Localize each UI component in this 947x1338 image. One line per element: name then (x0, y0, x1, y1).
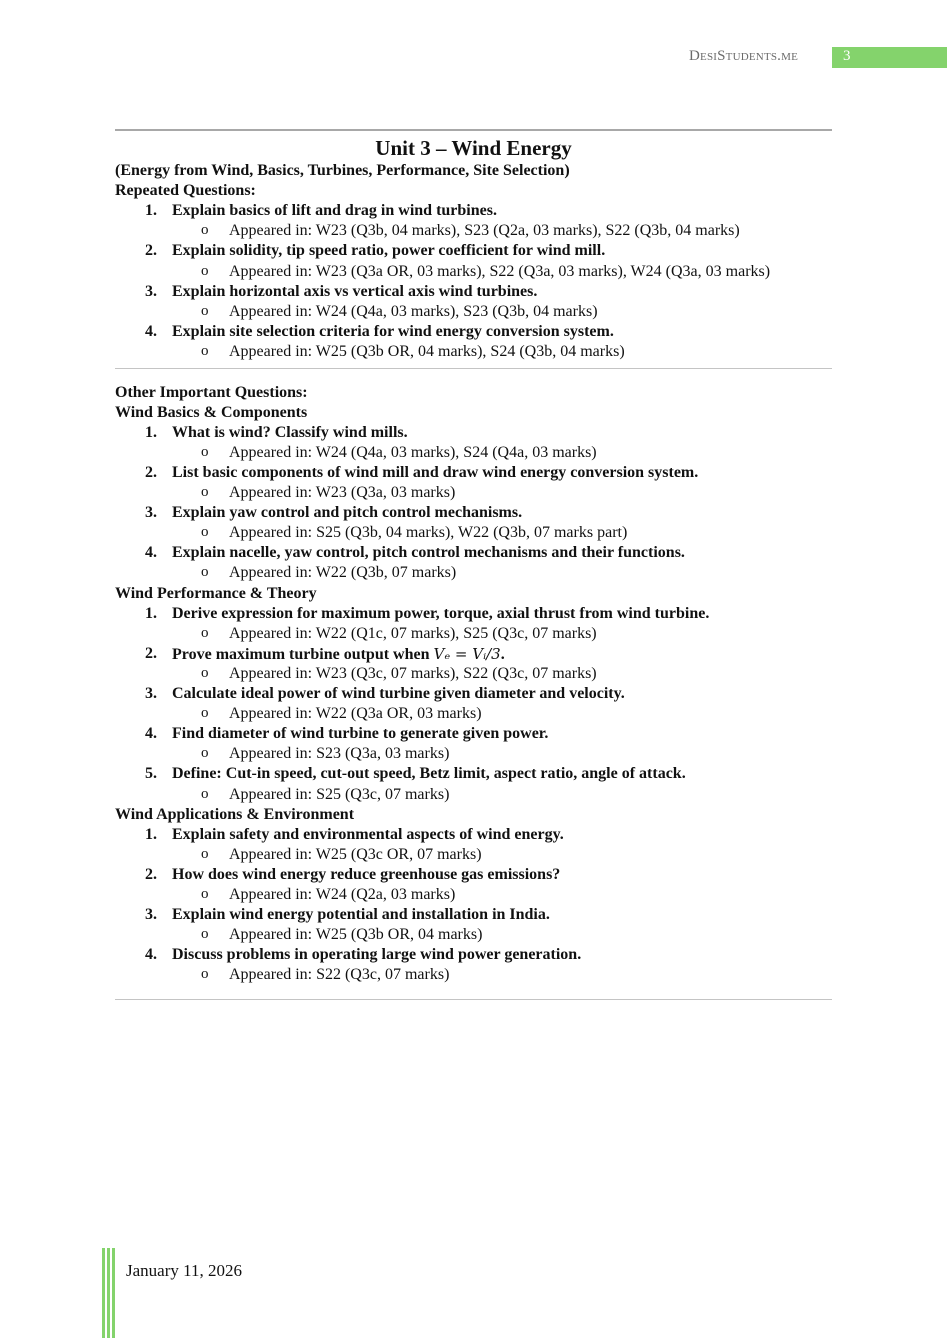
appeared-in-text: Appeared in: W22 (Q3b, 07 marks) (229, 564, 457, 582)
question-text-part: Prove maximum turbine output when (172, 645, 434, 663)
bullet-icon: o (201, 785, 209, 802)
repeated-questions-heading: Repeated Questions: (115, 182, 256, 200)
appeared-in-text: Appeared in: W24 (Q2a, 03 marks) (229, 886, 456, 903)
accent-bar (112, 1248, 115, 1338)
bullet-icon: o (201, 664, 209, 681)
bullet-icon: o (201, 624, 209, 641)
footer-accent-bars (102, 1248, 116, 1338)
bottom-divider (115, 999, 832, 1000)
appeared-in-text: Appeared in: W25 (Q3b OR, 04 marks) (229, 926, 483, 944)
appeared-in-text: Appeared in: W25 (Q3b OR, 04 marks), S24 (Q3b, 04 marks) (229, 342, 625, 360)
item-number: 4. (145, 725, 157, 743)
question-text: Find diameter of wind turbine to generate given power. (172, 725, 549, 743)
question-text: How does wind energy reduce greenhouse gas emissions? (172, 865, 561, 883)
item-number: 3. (145, 906, 157, 924)
appeared-in-text: Appeared in: W22 (Q1c, 07 marks), S25 (Q3c, 07 marks) (229, 624, 597, 642)
item-number: 3. (145, 282, 157, 300)
bullet-icon: o (201, 845, 209, 862)
appeared-in-text: Appeared in: W22 (Q3a OR, 03 marks) (229, 705, 482, 723)
bullet-icon: o (201, 302, 209, 319)
item-number: 4. (145, 946, 157, 964)
question-text: Explain safety and environmental aspects of wind energy. (172, 825, 564, 843)
other-questions-heading: Other Important Questions: (115, 383, 308, 401)
appeared-in-text: Appeared in: W23 (Q3a OR, 03 marks), S22 (Q3a, 03 marks), W24 (Q3a, 03 marks) (229, 262, 771, 280)
appeared-in-text: Appeared in: W23 (Q3a, 03 marks) (229, 484, 456, 501)
bullet-icon: o (201, 564, 209, 581)
accent-bar (107, 1248, 110, 1338)
question-text: Explain site selection criteria for wind energy conversion system. (172, 322, 614, 340)
question-text: Explain solidity, tip speed ratio, power coefficient for wind mill. (172, 242, 606, 260)
subtitle: (Energy from Wind, Basics, Turbines, Performance, Site Selection) (115, 162, 570, 179)
question-text: List basic components of wind mill and draw wind energy conversion system. (172, 463, 699, 481)
site-name-text: DesiStudents.me (689, 48, 799, 64)
bullet-icon: o (201, 966, 209, 983)
page-title: Unit 3 – Wind Energy (375, 136, 572, 160)
item-number: 4. (145, 544, 157, 562)
question-text: Calculate ideal power of wind turbine given diameter and velocity. (172, 685, 625, 702)
item-number: 2. (145, 463, 157, 481)
item-number: 3. (145, 685, 157, 702)
question-text: Discuss problems in operating large wind power generation. (172, 946, 582, 964)
question-text: Explain basics of lift and drag in wind turbines. (172, 202, 497, 220)
item-number: 1. (145, 202, 157, 220)
accent-bar (102, 1248, 105, 1338)
appeared-in-text: Appeared in: W23 (Q3c, 07 marks), S22 (Q3c, 07 marks) (229, 664, 597, 682)
item-number: 1. (145, 604, 157, 622)
bullet-icon: o (201, 222, 209, 239)
top-divider (115, 129, 832, 131)
math-expression: Vₑ = Vᵢ/3 (433, 644, 501, 663)
section-title: Wind Applications & Environment (115, 805, 355, 823)
appeared-in-text: Appeared in: S25 (Q3b, 04 marks), W22 (Q3b, 07 marks part) (229, 524, 628, 542)
appeared-in-text: Appeared in: S23 (Q3a, 03 marks) (229, 745, 450, 763)
appeared-in-text: Appeared in: W24 (Q4a, 03 marks), S24 (Q4a, 03 marks) (229, 443, 597, 461)
page-number: 3 (843, 48, 851, 64)
bullet-icon: o (201, 886, 209, 902)
item-number: 1. (145, 423, 157, 441)
section-title: Wind Basics & Components (115, 403, 308, 421)
bullet-icon: o (201, 443, 209, 460)
question-text: Explain nacelle, yaw control, pitch control mechanisms and their functions. (172, 544, 685, 562)
question-text: What is wind? Classify wind mills. (172, 423, 408, 441)
item-number: 5. (145, 765, 157, 783)
appeared-in-text: Appeared in: W24 (Q4a, 03 marks), S23 (Q3b, 04 marks) (229, 302, 598, 320)
appeared-in-text: Appeared in: S25 (Q3c, 07 marks) (229, 785, 450, 803)
bullet-icon: o (201, 745, 209, 762)
question-text: Explain yaw control and pitch control mechanisms. (172, 504, 523, 522)
item-number: 2. (145, 242, 157, 260)
question-text: Derive expression for maximum power, torque, axial thrust from wind turbine. (172, 604, 710, 622)
bullet-icon: o (201, 705, 209, 722)
appeared-in-text: Appeared in: W23 (Q3b, 04 marks), S23 (Q2a, 03 marks), S22 (Q3b, 04 marks) (229, 222, 740, 240)
item-number: 1. (145, 825, 157, 843)
question-text: Define: Cut-in speed, cut-out speed, Betz limit, aspect ratio, angle of attack. (172, 765, 686, 783)
bullet-icon: o (201, 484, 209, 500)
bullet-icon: o (201, 262, 209, 279)
appeared-in-text: Appeared in: W25 (Q3c OR, 07 marks) (229, 845, 482, 863)
question-text: Explain horizontal axis vs vertical axis wind turbines. (172, 282, 538, 300)
footer-date: January 11, 2026 (126, 1261, 242, 1280)
question-text: Explain wind energy potential and installation in India. (172, 906, 550, 924)
item-number: 4. (145, 322, 157, 340)
bullet-icon: o (201, 342, 209, 359)
site-name (689, 48, 798, 65)
question-text (172, 644, 505, 665)
item-number: 2. (145, 865, 157, 883)
appeared-in-text: Appeared in: S22 (Q3c, 07 marks) (229, 966, 450, 984)
item-number: 3. (145, 504, 157, 522)
section-divider (115, 368, 832, 369)
bullet-icon: o (201, 524, 209, 541)
question-text-end: . (500, 645, 505, 663)
item-number: 2. (145, 644, 157, 662)
section-title: Wind Performance & Theory (115, 584, 317, 602)
bullet-icon: o (201, 926, 209, 943)
